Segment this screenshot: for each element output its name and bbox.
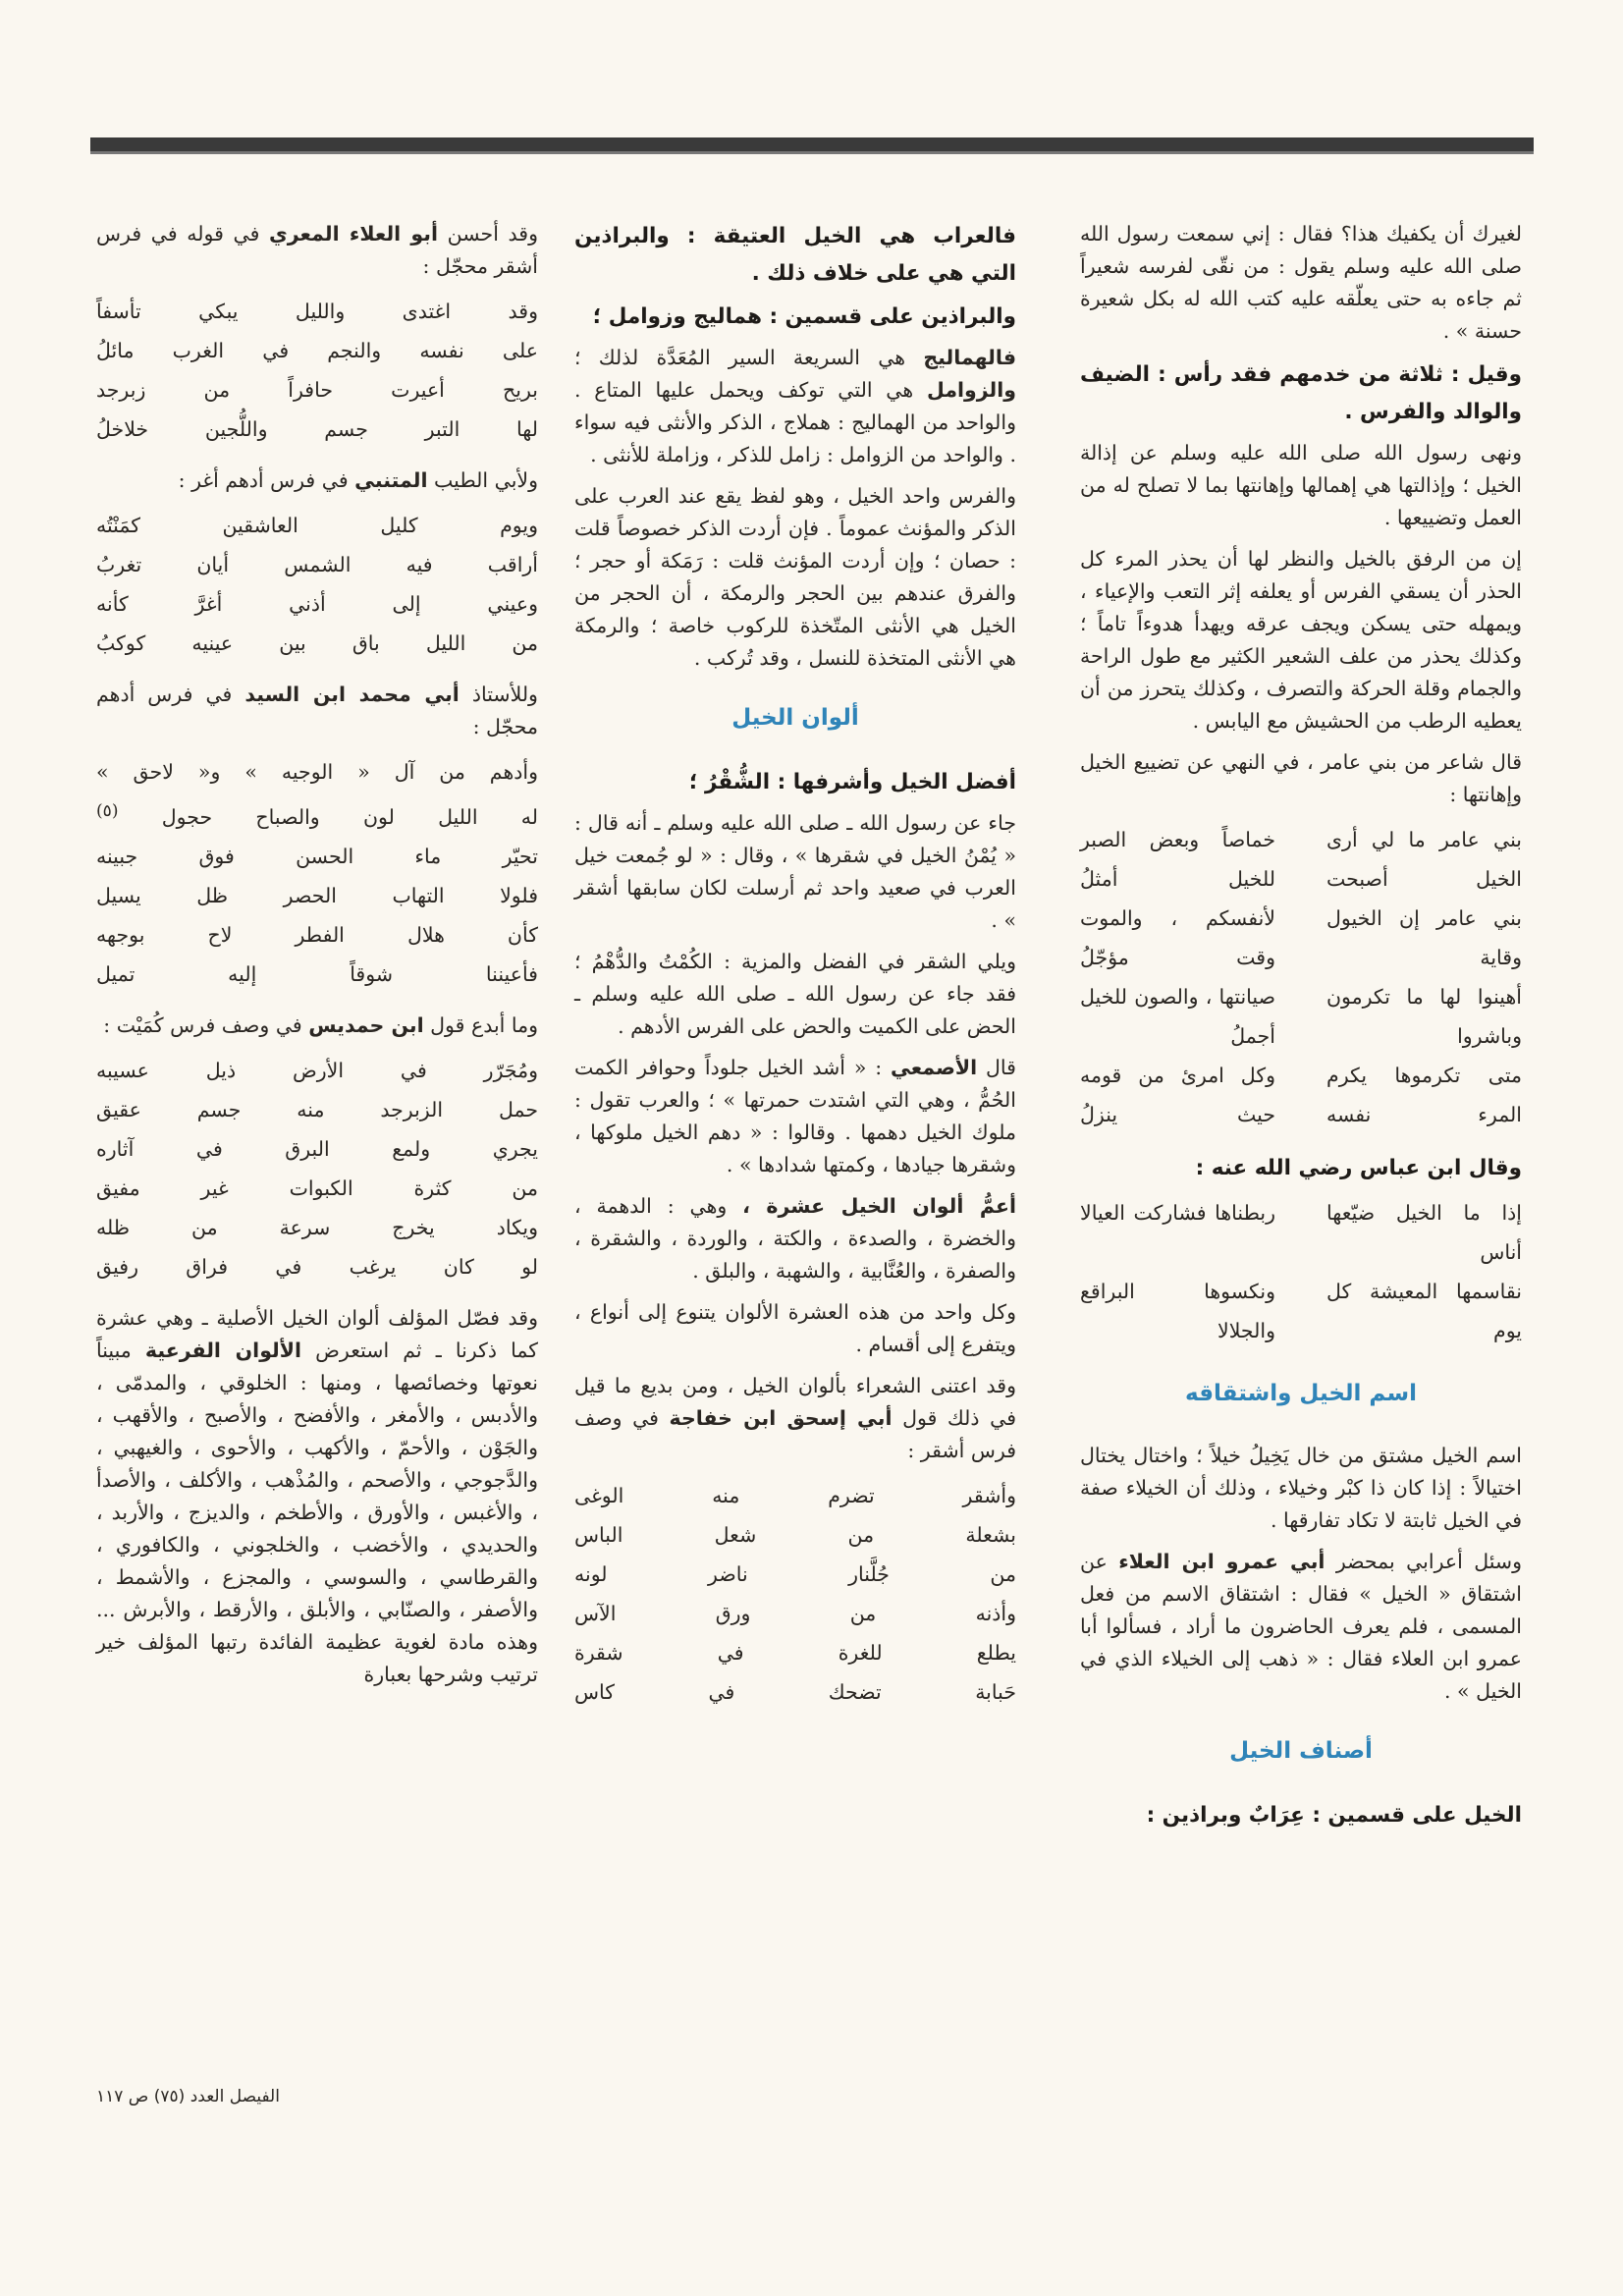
section-title: ألوان الخيل (731, 705, 859, 731)
poem-hemistich: حمل الزبرجد منه جسم عقيق (96, 1097, 538, 1121)
paragraph: ونهى رسول الله صلى الله عليه وسلم عن إذالة الخيل ؛ وإذالتها هي إهمالها وإهانتها بما لا تصلح له من العمل وتضييعها . (1080, 441, 1522, 529)
poem-hemistich: كأن هلال الفطر لاح بوجهه (96, 922, 538, 947)
poem-hemistich: بريح أعيرت حافراً من زبرجد (96, 378, 538, 402)
poem-hemistich: يجري ولمع البرق في آثاره (96, 1136, 538, 1161)
poem-ibn-khafaja (574, 1476, 1016, 1712)
paragraph: والفرس واحد الخيل ، وهو لفظ يقع عند العرب على الذكر والمؤنث عموماً . فإن أردت الذكر خصوصاً قلت : حصان ؛ وإن أردت المؤنث قلت : رَمَكة أو حجر ؛ والفرق عندهم بين الحجر والرمكة ، أن الحجر من الخيل هي الأنثى المتّخذة للركوب خاصة ؛ والرمكة هي الأنثى المتخذة للنسل ، وقد تُركب . (574, 484, 1016, 670)
paragraph: ولأبي الطيب المتنبي في فرس أدهم أغر : (178, 468, 538, 492)
person-name: ابن حمديس (308, 1012, 424, 1037)
column-left (96, 218, 538, 1700)
person-name: الأصمعي (891, 1056, 978, 1079)
bold-heading: فالعراب هي الخيل العتيقة : والبراذين التي هي على خلاف ذلك . (574, 224, 1016, 286)
poem-hemistich: تحيّر ماء الحسن فوق جبينه (96, 844, 538, 868)
bold-heading: وقال ابن عباس رضي الله عنه : (1195, 1156, 1522, 1180)
bold-heading: أفضل الخيل وأشرفها : الشُّقْرُ ؛ (688, 770, 1016, 794)
header-rule (90, 137, 1534, 154)
poem-hemistich: على نفسه والنجم في الغرب مائلُ (96, 339, 538, 362)
poem-verse: بني عامر ما لي أرى الخيل أصبحت خماصاً وبعض الصبر للخيل أمثلُ (1080, 828, 1522, 891)
poem-ibn-hamdis (96, 1051, 538, 1286)
person-name: أبي محمد ابن السيد (244, 683, 460, 706)
paragraph: ويلي الشقر في الفضل والمزية : الكُمْتُ والدُّهْمُ ؛ فقد جاء عن رسول الله ـ صلى الله عليه وسلم ـ الحض على الكميت والحض على الفرس الأدهم . (574, 950, 1016, 1038)
poem-hemistich: حَبابة تضحك في كاس (574, 1680, 1016, 1704)
poem-hemistich: ويكاد يخرج سرعة من ظله (96, 1215, 538, 1239)
poem-hemistich: وقد اغتدى والليل يبكي تأسفاً (96, 300, 538, 323)
poem-hemistich: من الليل باق بين عينيه كوكبُ (96, 631, 538, 655)
column-right (1080, 218, 1522, 1840)
poem-verse: إذا ما الخيل ضيّعها أناس ربطناها فشاركت العيالا (1080, 1201, 1522, 1264)
poem-hemistich: ومُجَرّر في الأرض ذيل عسيبه (96, 1058, 538, 1082)
poem-maarri (96, 292, 538, 449)
poem-hemistich: أراقب فيه الشمس أيان تغربُ (96, 553, 538, 576)
poem-hemistich: لو كان يرغب في فراق رفيق (96, 1254, 538, 1279)
poem-hemistich: وأذنه من ورق الآس (574, 1602, 1016, 1625)
poem-hemistich: يطلع للغرة في شقرة (574, 1641, 1016, 1665)
footnote-marker: (٥) (96, 801, 119, 821)
paragraph: قال شاعر من بني عامر ، في النهي عن تضييع الخيل وإهانتها : (1080, 750, 1522, 806)
paragraph: قال الأصمعي : « أشد الخيل جلوداً وحوافر الكمت الحُمُّ ، وهي التي اشتدت حمرتها » ؛ والعرب تقول : ملوك الخيل دهمها . وقالوا : « دهم الخيل ملوكها ، وشقرها جيادها ، وكمتها شدادها » . (574, 1056, 1016, 1176)
paragraph: وسئل أعرابي بمحضر أبي عمرو ابن العلاء عن اشتقاق « الخيل » فقال : اشتقاق الاسم من فعل المسمى ، فلم يعرف الحاضرون ما أراد ، فسألوا أبا عمرو ابن العلاء فقال : « ذهب إلى الخيلاء الذي في الخيل » . (1080, 1550, 1522, 1703)
poem-hemistich: من جُلَّنار ناضر لونه (574, 1562, 1016, 1586)
paragraph: جاء عن رسول الله ـ صلى الله عليه وسلم ـ أنه قال : « يُمْنُ الخيل في شقرها » ، وقال : « لو جُمعت خيل العرب في صعيد واحد ثم أرسلت لكان سابقها أشقر » . (574, 811, 1016, 932)
poem-hemistich: بشعلة من شعل الباس (574, 1523, 1016, 1547)
poem-ibn-sayyid (96, 752, 538, 994)
poem-bani-amer (1080, 820, 1522, 1134)
section-title: أصناف الخيل (1229, 1738, 1373, 1764)
paragraph: لغيرك أن يكفيك هذا؟ فقال : إني سمعت رسول الله صلى الله عليه وسلم يقول : من نقّى لفرسه شعيراً ثم جاءه به حتى يعلّقه عليه كتب الله له بكل شعيرة حسنة » . (1080, 222, 1522, 343)
poem-hemistich: فأعيننا شوقاً إليه تميل (96, 961, 538, 986)
poem-ibn-abbas (1080, 1193, 1522, 1350)
paragraph: اسم الخيل مشتق من خال يَخِيلُ خيلاً ؛ واختال يختال اختيالاً : إذا كان ذا كبْر وخيلاء ، وذلك أن الخيلاء صفة في الخيل ثابتة لا تكاد تفارقها . (1080, 1444, 1522, 1532)
paragraph: وقد أحسن أبو العلاء المعري في قوله في فرس أشقر محجّل : (96, 222, 538, 278)
poem-verse: بني عامر إن الخيول وقاية لأنفسكم ، والموت وقت مؤجّلُ (1080, 906, 1522, 969)
poem-hemistich: وأشقر تضرم منه الوغى (574, 1484, 1016, 1507)
poem-hemistich: وأدهم من آل « الوجيه » و« لاحق » (96, 760, 538, 784)
poem-hemistich: وعيني إلى أذني أغرَّ كأنه (96, 592, 538, 616)
paragraph: وقد فصّل المؤلف ألوان الخيل الأصلية ـ وهي عشرة كما ذكرنا ـ ثم استعرض الألوان الفرعية مبيناً نعوتها وخصائصها ، ومنها : الخلوقي ، والمدمّى ، والأدبس ، والأمغر ، والأفضح ، والأصبح ، والأقهب ، والجَوْن ، والأحمّ ، والأكهب ، والأحوى ، والغيهبي ، والدَّجوجي ، والأصحم ، والمُذْهب ، والأكلف ، والأصدأ ، والأغبس ، والأورق ، والأطخم ، والديزج ، والأربد ، والحديدي ، والأخضب ، والخلجوني ، والكافوري ، والقرطاسي ، والسوسي ، والمجزع ، والأشمط ، والأصفر ، والصنّابي ، والأبلق ، والأرقط ، والأبرش ... وهذه مادة لغوية عظيمة الفائدة رتبها المؤلف خير ترتيب وشرحها بعبارة (96, 1305, 539, 1686)
person-name: أبي عمرو ابن العلاء (1118, 1550, 1325, 1573)
section-title: اسم الخيل واشتقاقه (1185, 1381, 1417, 1406)
poem-hemistich: لها التبر جسم واللُّجين خلاخلُ (96, 417, 538, 441)
paragraph: وللأستاذ أبي محمد ابن السيد في فرس أدهم محجّل : (96, 683, 538, 738)
poem-hemistich: له الليل لون والصباح حجول $^{(٥)}$ (96, 801, 538, 829)
poem-mutanabbi (96, 506, 538, 663)
column-middle (574, 218, 1016, 1727)
poem-hemistich: ويوم كليل العاشقين كمَنْتُه (96, 514, 538, 537)
bold-heading: وقيل : ثلاثة من خدمهم فقد رأس : الضيف والوالد والفرس . (1080, 362, 1522, 424)
poem-verse: أهينوا لها ما تكرمون وباشروا صيانتها ، والصون للخيل أجملُ (1080, 985, 1522, 1048)
poem-hemistich: من كثرة الكبوات غير مفيق (96, 1175, 538, 1200)
bold-heading: الخيل على قسمين : عِرَابٌ وبراذين : (1146, 1803, 1522, 1828)
page-footer: الفيصل العدد (٧٥) ص ١١٧ (96, 2087, 280, 2106)
paragraph: إن من الرفق بالخيل والنظر لها أن يحذر المرء كل الحذر أن يسقي الفرس أو يعلفه إثر التعب والإعياء ، ويمهله حتى يسكن ويجف عرقه ويهدأ هدوءاً تاماً ؛ وكذلك يحذر من علف الشعير الكثير مع طول الراحة والجمام وقلة الحركة والتصرف ، وكذلك يتحرز من أن يعطيه الرطب من الحشيش مع اليابس . (1080, 547, 1522, 733)
poem-verse: متى تكرموها يكرم المرء نفسه وكل امرئ من قومه حيث ينزلُ (1080, 1064, 1522, 1126)
bold-term: الألوان الفرعية (144, 1338, 302, 1362)
person-name: أبو العلاء المعري (269, 222, 438, 246)
person-name: أبي إسحق ابن خفاجة (669, 1406, 893, 1430)
bold-heading: والبراذين على قسمين : هماليج وزوامل ؛ (592, 304, 1016, 329)
paragraph: وقد اعتنى الشعراء بألوان الخيل ، ومن بديع ما قيل في ذلك قول أبي إسحق ابن خفاجة في وصف فرس أشقر : (574, 1374, 1016, 1462)
paragraph: فالهماليج هي السريعة السير المُعَدَّة لذلك ؛ والزوامل هي التي توكف ويحمل عليها المتاع . والواحد من الهماليج : هملاج ، الذكر والأنثى فيه سواء . والواحد من الزوامل : زامل للذكر ، وزاملة للأنثى . (574, 346, 1016, 466)
paragraph: وكل واحد من هذه العشرة الألوان يتنوع إلى أنواع ، ويتفرع إلى أقسام . (574, 1300, 1016, 1356)
poem-hemistich: فلولا التهاب الحصر ظل يسيل (96, 883, 538, 907)
paragraph: أعمُّ ألوان الخيل عشرة ، وهي : الدهمة ، والخضرة ، والصدءة ، والكتة ، والوردة ، والشقرة ، والصفرة ، والعُنَّابية ، والشهبة ، والبلق . (574, 1194, 1016, 1283)
paragraph: وما أبدع قول ابن حمديس في وصف فرس كُمَيْت : (103, 1012, 538, 1037)
poem-verse: نقاسمها المعيشة كل يوم ونكسوها البراقع والجلالا (1080, 1280, 1522, 1342)
person-name: المتنبي (354, 468, 428, 492)
